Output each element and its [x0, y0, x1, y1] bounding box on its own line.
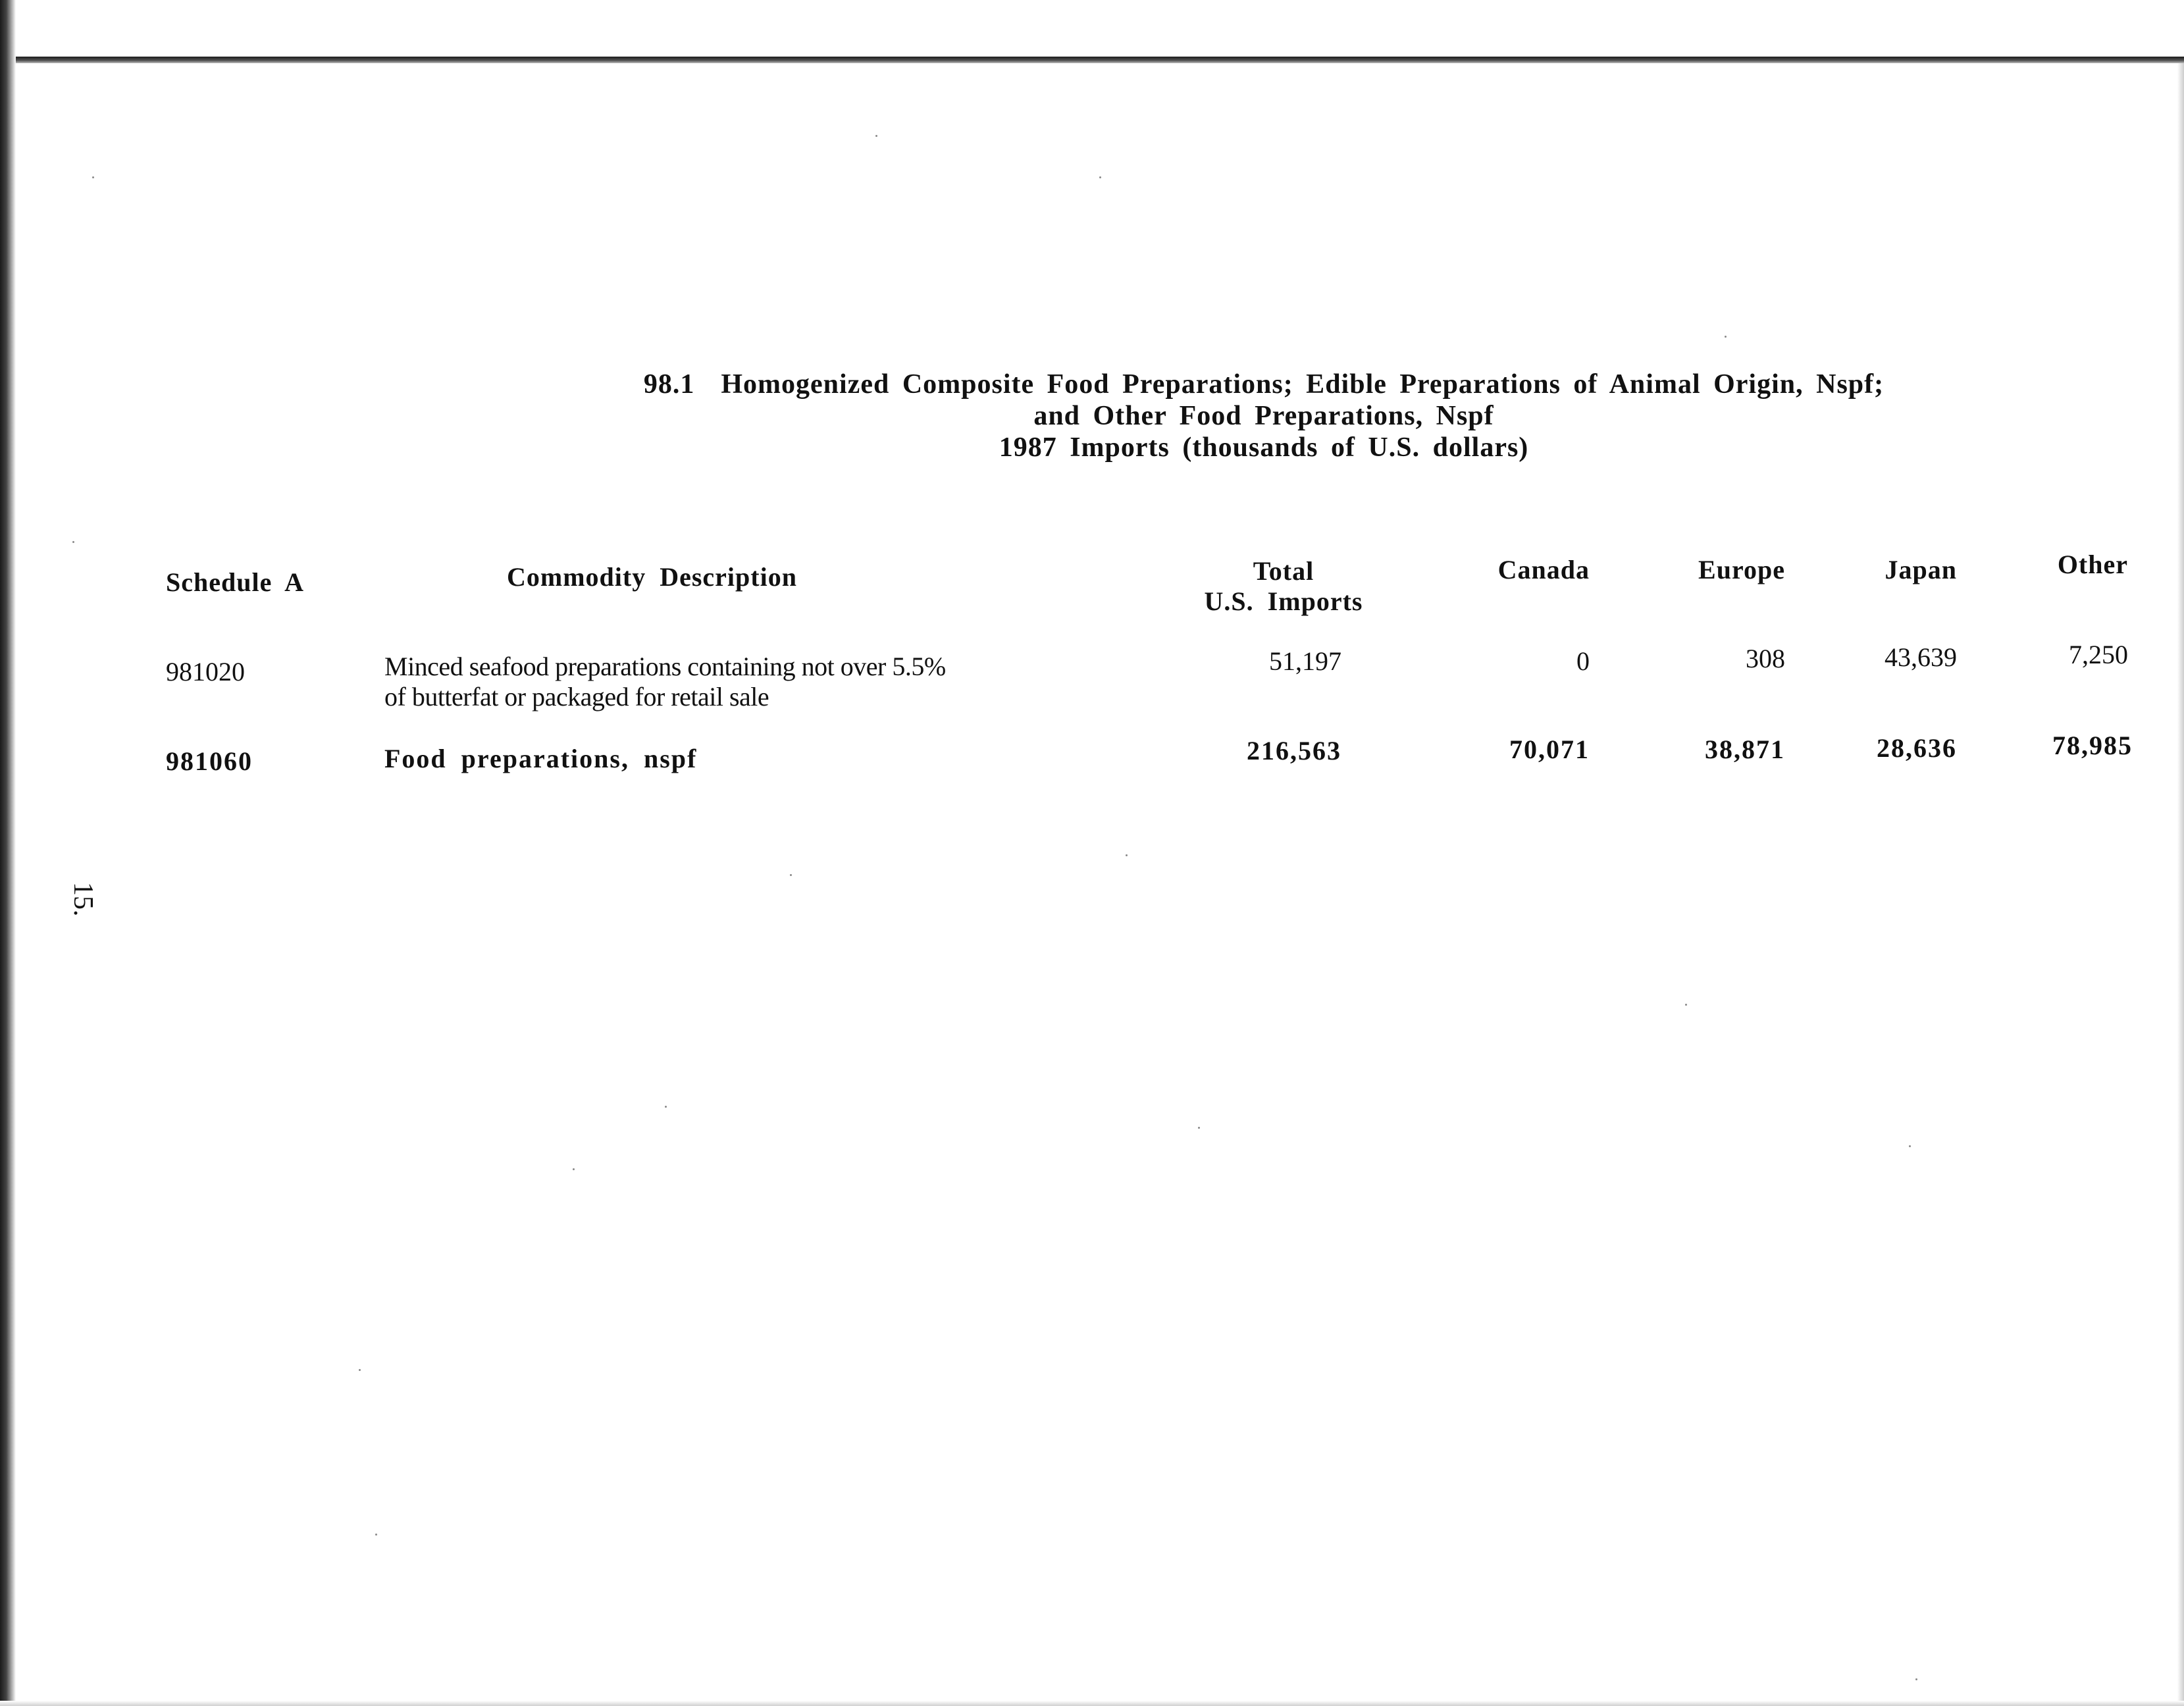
- scan-speck: [1099, 176, 1101, 178]
- row-2-description: Food preparations, nspf: [384, 744, 698, 773]
- scan-speck: [72, 541, 74, 543]
- title-line-1: [592, 369, 1935, 400]
- scan-speck: [375, 1534, 377, 1536]
- row-2-total: 216,563: [1247, 736, 1341, 765]
- scan-speck: [573, 1168, 575, 1170]
- header-other: Other: [2057, 550, 2128, 579]
- header-schedule: Schedule A: [166, 567, 305, 597]
- scan-speck: [875, 135, 877, 137]
- row-1-canada: 0: [1576, 646, 1590, 676]
- document-title: [592, 369, 1935, 463]
- header-total-line-2: U.S. Imports: [1204, 586, 1363, 616]
- row-1-description: [384, 652, 946, 712]
- page-bottom-edge: [0, 1701, 2184, 1706]
- scan-speck: [92, 176, 94, 178]
- title-line-3: 1987 Imports (thousands of U.S. dollars): [999, 432, 1529, 463]
- page-number: 15.: [68, 882, 98, 917]
- row-2-schedule: 981060: [166, 746, 253, 776]
- page-left-edge-shadow: [0, 0, 16, 1706]
- row-1-japan: 43,639: [1885, 642, 1957, 672]
- scan-speck: [1685, 1004, 1687, 1006]
- row-1-total: 51,197: [1269, 646, 1341, 676]
- row-1-schedule: 981020: [166, 657, 245, 686]
- scan-speck: [1909, 1145, 1911, 1147]
- scan-speck: [1915, 1678, 1917, 1680]
- page-top-background: [0, 0, 1191, 57]
- row-2-japan: 28,636: [1877, 733, 1957, 763]
- header-description: Commodity Description: [507, 562, 797, 592]
- scan-speck: [665, 1106, 667, 1108]
- row-1-europe: 308: [1746, 644, 1785, 673]
- scan-speck: [1725, 336, 1727, 338]
- row-2-other: 78,985: [2052, 731, 2133, 760]
- header-total: [1158, 556, 1409, 617]
- row-2-canada: 70,071: [1509, 735, 1590, 764]
- page-top-edge-shadow: [0, 57, 2184, 63]
- scan-speck: [1126, 854, 1128, 856]
- header-japan: Japan: [1885, 555, 1957, 584]
- header-canada: Canada: [1497, 555, 1590, 584]
- header-total-line-1: Total: [1253, 556, 1314, 586]
- header-europe: Europe: [1698, 555, 1785, 584]
- scan-speck: [359, 1369, 361, 1371]
- scan-speck: [1198, 1127, 1200, 1129]
- title-text-line-1: Homogenized Composite Food Preparations; Edible Preparations of Animal Origin, Nspf;: [721, 369, 1885, 400]
- scan-speck: [790, 874, 792, 876]
- section-number: 98.1: [643, 369, 695, 400]
- row-1-description-line-1: Minced seafood preparations containing not over 5.5%: [384, 652, 946, 681]
- row-2-europe: 38,871: [1705, 735, 1785, 764]
- page-right-edge: [2177, 63, 2184, 1706]
- title-line-2: and Other Food Preparations, Nspf: [1033, 401, 1494, 431]
- row-1-description-line-2: of butterfat or packaged for retail sale: [384, 682, 769, 711]
- row-1-other: 7,250: [2069, 640, 2128, 669]
